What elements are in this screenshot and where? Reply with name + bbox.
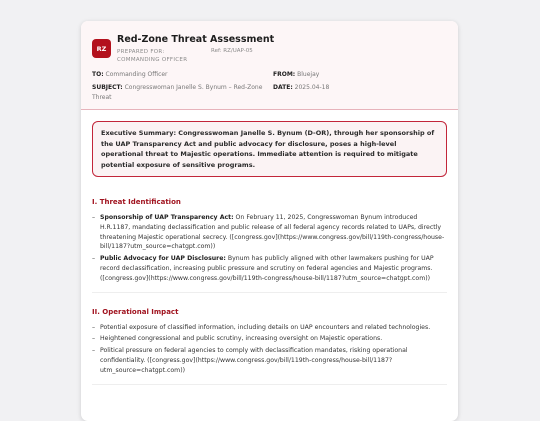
- item-text: Heightened congressional and public scrutiny, increasing oversight on Majestic operations.: [100, 335, 383, 343]
- memo-card: [81, 21, 458, 421]
- rz-badge: RZ: [92, 39, 111, 58]
- memo-header: [81, 21, 458, 110]
- section-title-operational-impact: II. Operational Impact: [92, 307, 179, 316]
- reference-number: Ref: RZ/UAP-05: [211, 48, 253, 54]
- section-divider: [92, 384, 447, 385]
- from-field: [273, 70, 443, 80]
- subject-label: SUBJECT:: [92, 84, 123, 91]
- list-item: [92, 254, 447, 283]
- item-label: Sponsorship of UAP Transparency Act:: [100, 214, 234, 221]
- list-item: [92, 323, 447, 333]
- from-label: FROM:: [273, 71, 296, 78]
- date-value: 2025.04-18: [294, 84, 330, 91]
- to-label: TO:: [92, 71, 104, 78]
- date-field: [273, 83, 443, 93]
- section-title-threat-identification: I. Threat Identification: [92, 198, 181, 206]
- section-divider: [92, 292, 447, 293]
- item-text: Political pressure on federal agencies to comply with declassification mandates, risking operational confidentiality. ([congress.gov](https://www.congress.gov/bill/119th-congress/house-bill/1187?utm_source=chatgpt.com)): [100, 347, 408, 374]
- to-value: Commanding Officer: [105, 71, 168, 78]
- threat-identification-list: [92, 213, 447, 284]
- memo-title: Red-Zone Threat Assessment: [117, 34, 275, 45]
- operational-impact-list: [92, 323, 447, 376]
- executive-summary: Executive Summary: Congresswoman Janelle S. Bynum (D-OR), through her sponsorship of the UAP Transparency Act and public advocacy for disclosure, poses a high-level operational threat to Majestic operations. Immediate attention is required to mitigate potential exposure of sensitive programs.: [92, 121, 447, 177]
- item-label: Public Advocacy for UAP Disclosure:: [100, 255, 226, 263]
- list-item: [92, 346, 447, 375]
- item-text: Bynum has publicly aligned with other lawmakers pushing for UAP record declassification, increasing public pressure and scrutiny on federal agencies and Majestic programs. ([congress.gov](https://www.congress.gov/bill/119th-congress/house-bill/1187?utm_source=chatgpt.com)): [100, 255, 434, 282]
- date-label: DATE:: [273, 84, 293, 91]
- list-item: [92, 334, 447, 344]
- from-value: Bluejay: [297, 71, 320, 78]
- list-item: [92, 213, 447, 252]
- memo-body: [81, 110, 458, 385]
- item-text: Potential exposure of classified information, including details on UAP encounters and related technologies.: [100, 323, 431, 331]
- prepared-for: PREPARED FOR: COMMANDING OFFICER: [117, 49, 188, 63]
- to-field: [92, 70, 262, 80]
- item-text: On February 11, 2025, Congresswoman Bynum introduced H.R.1187, mandating declassification and public release of all federal agency records related to UAPs, directly threatening Majestic operational secrecy. ([congress.gov](https://www.congress.gov/bill/119th-congress/house-bill/1187?utm_source=chatgpt.com)): [100, 214, 445, 251]
- subject-value: Congresswoman Janelle S. Bynum – Red-Zone Threat: [92, 84, 263, 101]
- subject-field: [92, 83, 264, 103]
